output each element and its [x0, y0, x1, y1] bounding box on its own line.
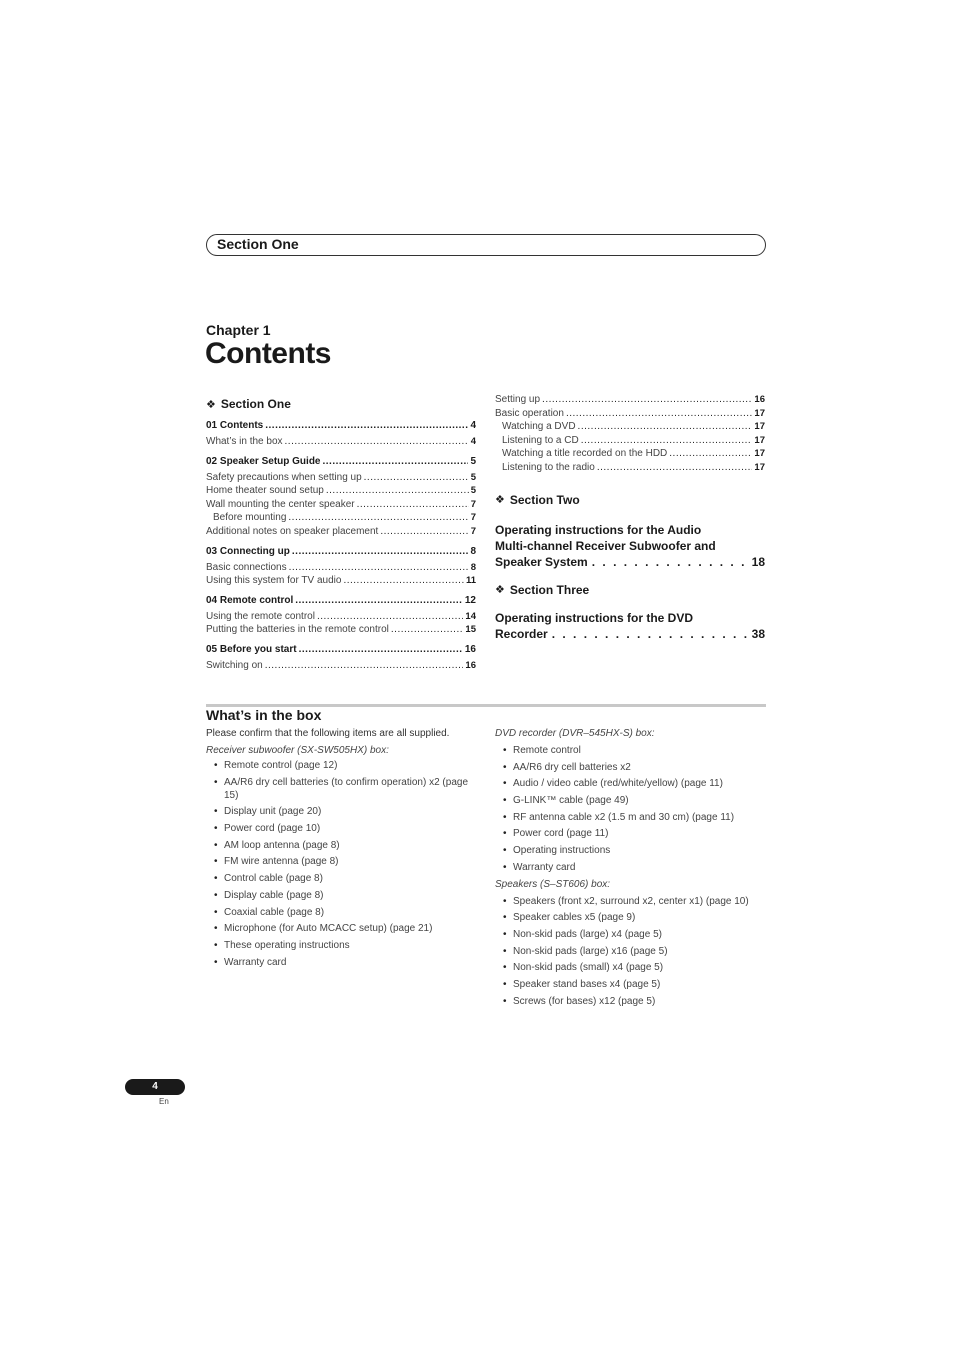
page-number-badge: 4 [125, 1079, 185, 1095]
toc-chapter-title: 01 Contents [206, 420, 264, 431]
whats-in-box-heading: What’s in the box [206, 707, 322, 723]
list-item: • AA/R6 dry cell batteries x2 [495, 761, 770, 774]
toc-page-number: 17 [754, 434, 765, 446]
toc-entry-title: Wall mounting the center speaker [206, 498, 355, 510]
toc-section-two-entry[interactable] [495, 522, 765, 570]
toc-entry-line: Recorder [495, 626, 548, 641]
toc-page-number: 7 [470, 525, 476, 537]
list-item: • AA/R6 dry cell batteries (to confirm operation) x2 (page 15) [206, 776, 481, 802]
box-contents-left [206, 726, 481, 972]
list-item: • AM loop antenna (page 8) [206, 839, 481, 852]
list-item: • Warranty card [206, 956, 481, 969]
list-item: • Speaker cables x5 (page 9) [495, 911, 770, 924]
toc-chapter-row[interactable] [206, 546, 476, 562]
toc-entry-row[interactable] [206, 526, 476, 540]
toc-page-number: 7 [470, 498, 476, 510]
receiver-box-list [206, 759, 481, 969]
list-item: • These operating instructions [206, 939, 481, 952]
toc-chapter-title: 05 Before you start [206, 643, 297, 655]
dvd-box-label: DVD recorder (DVR–545HX-S) box: [495, 728, 655, 739]
toc-entry-row[interactable] [206, 624, 476, 638]
toc-section-three-entry[interactable] [495, 610, 765, 642]
toc-left-column [206, 394, 476, 674]
chapter-label: Chapter 1 [206, 322, 271, 338]
toc-entry-row[interactable] [495, 462, 765, 476]
toc-page-number: 12 [464, 594, 476, 606]
dvd-box-list [495, 744, 770, 874]
toc-page-number: 14 [465, 610, 476, 622]
toc-page-number: 17 [754, 448, 765, 460]
toc-page-number: 16 [464, 643, 476, 655]
diamond-bullet-icon: ❖ [495, 584, 505, 597]
toc-entry-title: Listening to the radio [502, 461, 595, 473]
box-intro-text: Please confirm that the following items are all supplied. [206, 728, 450, 739]
toc-page-number: 17 [754, 407, 765, 419]
page-language-label: En [159, 1097, 169, 1106]
list-item: • Speakers (front x2, surround x2, center x1) (page 10) [495, 895, 770, 908]
toc-page-number: 8 [470, 545, 476, 557]
toc-page-number: 18 [751, 554, 765, 569]
list-item: • Microphone (for Auto MCACC setup) (page 21) [206, 922, 481, 935]
toc-entry-line: Multi-channel Receiver Subwoofer and [495, 538, 716, 553]
toc-chapter-title: 03 Connecting up [206, 545, 290, 557]
toc-page-number: 11 [465, 575, 476, 587]
diamond-bullet-icon: ❖ [495, 494, 505, 507]
list-item: • Warranty card [495, 861, 770, 874]
speakers-box-list [495, 895, 770, 1008]
toc-section-heading [206, 394, 476, 414]
list-item: • Non-skid pads (small) x4 (page 5) [495, 961, 770, 974]
toc-entry-title: Before mounting [213, 512, 287, 524]
list-item: • Non-skid pads (large) x4 (page 5) [495, 928, 770, 941]
section-header-title: Section One [217, 236, 299, 252]
list-item: • Power cord (page 11) [495, 827, 770, 840]
list-item: • Screws (for bases) x12 (page 5) [495, 995, 770, 1008]
toc-entry-row[interactable] [206, 499, 476, 513]
toc-entry-row[interactable] [206, 611, 476, 625]
toc-page-number: 17 [754, 421, 765, 433]
list-item: • Non-skid pads (large) x16 (page 5) [495, 945, 770, 958]
list-item: • Speaker stand bases x4 (page 5) [495, 978, 770, 991]
toc-chapter-row[interactable] [206, 456, 476, 472]
list-item: • RF antenna cable x2 (1.5 m and 30 cm) (page 11) [495, 811, 770, 824]
list-item: • FM wire antenna (page 8) [206, 855, 481, 868]
toc-page-number: 8 [470, 561, 476, 573]
toc-section-label: Section Two [509, 492, 580, 507]
list-item: • Remote control [495, 744, 770, 757]
toc-entry-title: What’s in the box [206, 436, 283, 447]
toc-entry-row[interactable] [206, 436, 476, 450]
toc-entry-row[interactable] [206, 562, 476, 576]
list-item: • Display cable (page 8) [206, 889, 481, 902]
toc-entry-title: Setting up [495, 394, 541, 405]
toc-chapter-row[interactable] [206, 420, 476, 436]
toc-entry-title: Putting the batteries in the remote control [206, 624, 389, 636]
toc-entry-row[interactable] [206, 485, 476, 499]
toc-entry-title: Using this system for TV audio [206, 575, 342, 587]
toc-section-heading [495, 490, 765, 510]
receiver-box-label: Receiver subwoofer (SX-SW505HX) box: [206, 745, 389, 756]
toc-page-number: 38 [751, 626, 765, 641]
toc-section-heading [495, 580, 765, 600]
list-item: • Remote control (page 12) [206, 759, 481, 772]
toc-entry-row[interactable] [495, 408, 765, 422]
toc-entry-line: Operating instructions for the Audio [495, 522, 702, 537]
toc-chapter-title: 02 Speaker Setup Guide [206, 455, 321, 467]
list-item: • Control cable (page 8) [206, 872, 481, 885]
toc-entry-row[interactable] [495, 394, 765, 408]
toc-page-number: 17 [754, 461, 765, 473]
toc-entry-title: Switching on [206, 659, 263, 671]
toc-entry-title: Safety precautions when setting up [206, 471, 362, 483]
list-item: • G-LINK™ cable (page 49) [495, 794, 770, 807]
toc-chapter-title: 04 Remote control [206, 594, 294, 606]
box-contents-right [495, 726, 770, 1011]
toc-entry-row[interactable] [495, 421, 765, 435]
toc-entry-line: Speaker System [495, 554, 588, 569]
toc-page-number: 16 [754, 394, 765, 405]
toc-page-number: 5 [470, 471, 476, 483]
toc-entry-title: Using the remote control [206, 610, 315, 622]
toc-page-number: 16 [465, 659, 476, 671]
list-item: • Display unit (page 20) [206, 805, 481, 818]
toc-entry-line: Operating instructions for the DVD [495, 610, 694, 625]
section-header-bar [206, 234, 766, 256]
toc-entry-row[interactable] [206, 660, 476, 674]
toc-chapter-row[interactable] [206, 644, 476, 660]
toc-page-number: 4 [470, 436, 476, 447]
page-title: Contents [205, 337, 331, 370]
list-item: • Operating instructions [495, 844, 770, 857]
list-item: • Audio / video cable (red/white/yellow) (page 11) [495, 777, 770, 790]
toc-entry-row[interactable] [206, 472, 476, 486]
toc-section-label: Section Three [509, 582, 590, 597]
toc-entry-row[interactable] [206, 575, 476, 589]
toc-entry-title: Watching a title recorded on the HDD [502, 448, 668, 460]
toc-page-number: 5 [470, 455, 476, 467]
toc-chapter-row[interactable] [206, 595, 476, 611]
toc-entry-row[interactable] [206, 512, 476, 526]
toc-entry-row[interactable] [495, 435, 765, 449]
toc-page-number: 15 [465, 624, 476, 636]
speakers-box-label: Speakers (S–ST606) box: [495, 878, 611, 890]
toc-section-label: Section One [220, 397, 291, 411]
toc-right-column [495, 394, 765, 642]
toc-page-number: 4 [470, 420, 476, 431]
toc-page-number: 5 [470, 485, 476, 497]
toc-entry-title: Watching a DVD [502, 421, 576, 433]
toc-entry-title: Listening to a CD [502, 434, 579, 446]
toc-entry-title: Basic operation [495, 407, 564, 419]
toc-entry-title: Home theater sound setup [206, 485, 324, 497]
toc-entry-title: Basic connections [206, 561, 287, 573]
list-item: • Power cord (page 10) [206, 822, 481, 835]
toc-entry-row[interactable] [495, 448, 765, 462]
diamond-bullet-icon: ❖ [206, 398, 216, 411]
list-item: • Coaxial cable (page 8) [206, 906, 481, 919]
toc-page-number: 7 [470, 512, 476, 524]
toc-entry-title: Additional notes on speaker placement [206, 525, 379, 537]
